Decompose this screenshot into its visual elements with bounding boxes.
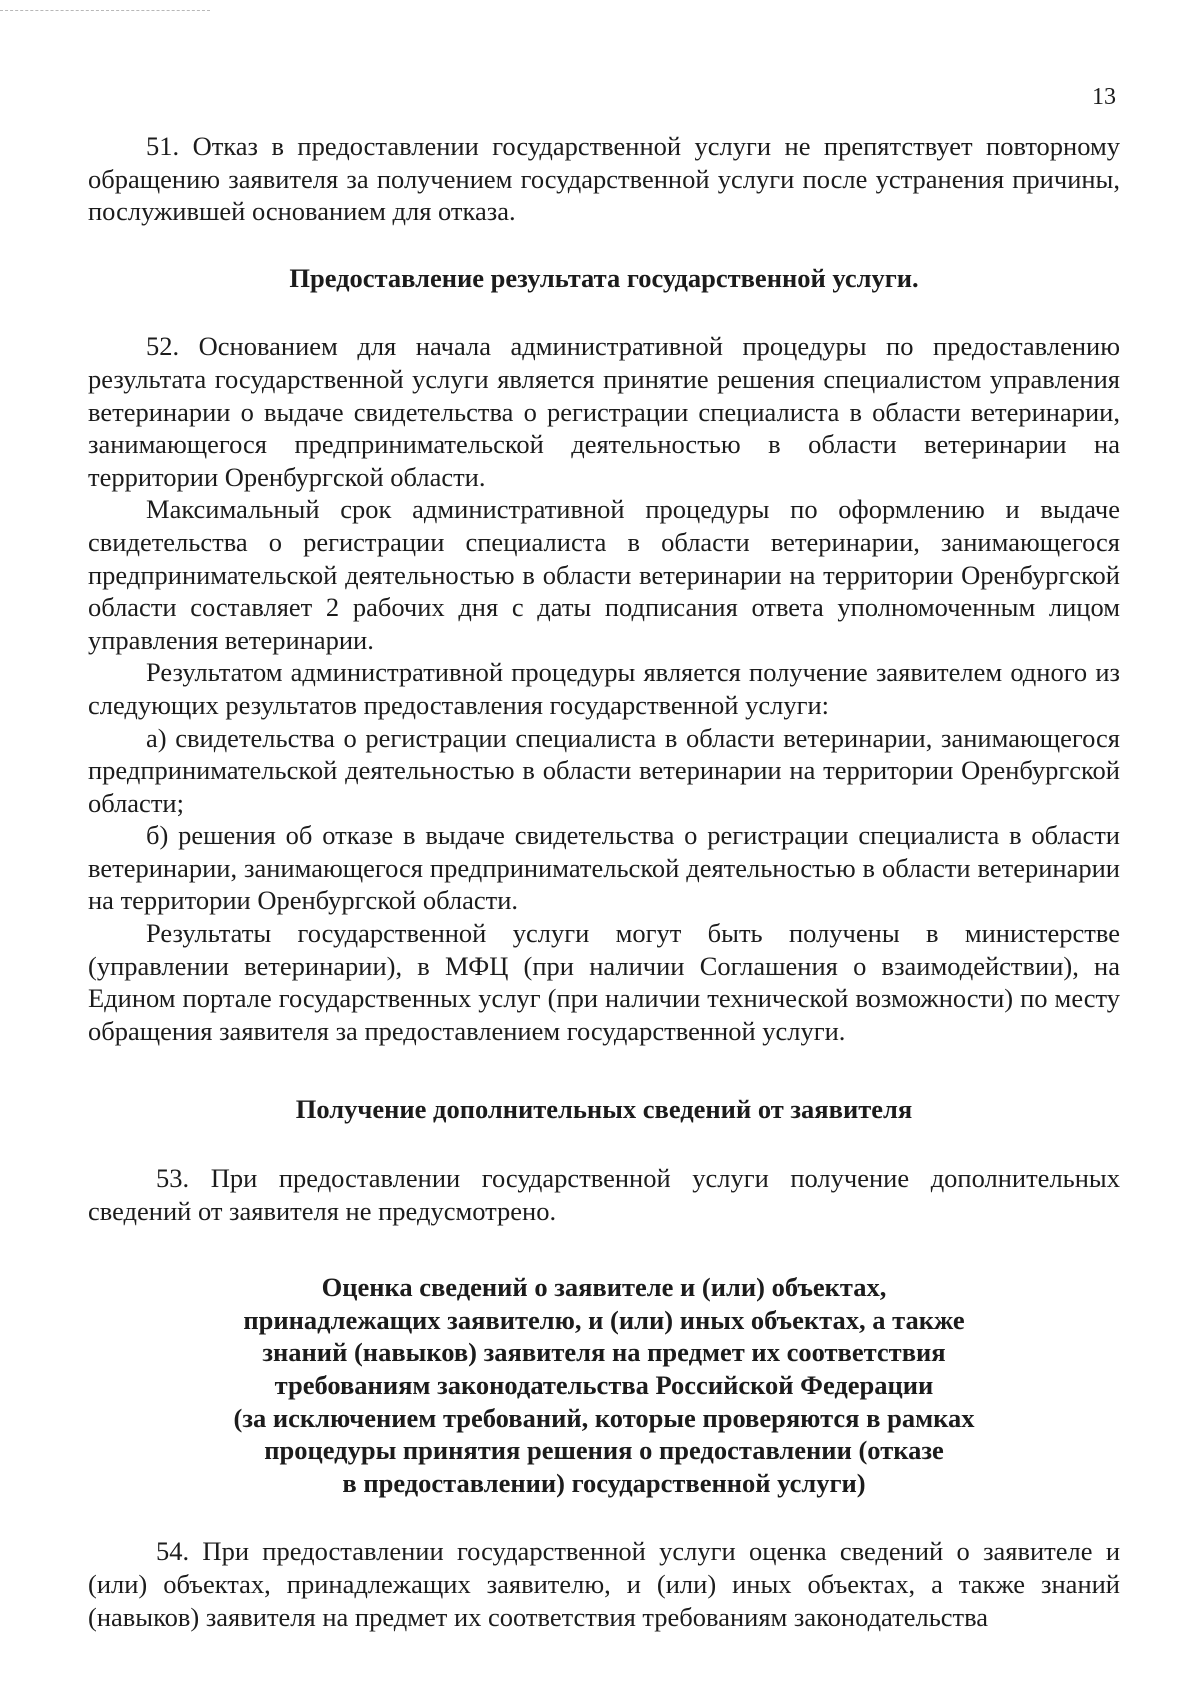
heading-line: знаний (навыков) заявителя на предмет их соответствия (262, 1337, 946, 1368)
section-heading-result: Предоставление результата государственной услуги. (289, 262, 919, 293)
page-number: 13 (1092, 84, 1116, 110)
heading-line: принадлежащих заявителю, и (или) иных объектах, а также (243, 1304, 965, 1335)
heading-line: в предоставлении) государственной услуги) (342, 1467, 866, 1498)
paragraph-53: 53. При предоставлении государственной услуги получение дополнительных сведений от заявителя не предусмотрено. (88, 1163, 1120, 1226)
section-heading-additional-info: Получение дополнительных сведений от заявителя (295, 1094, 913, 1125)
section-heading-assessment (88, 1271, 1120, 1499)
paragraph-max-term: Максимальный срок административной процедуры по оформлению и выдаче свидетельства о регистрации специалиста в области ветеринарии, занимающегося предпринимательской деятельностью в области ветеринарии на территории Оренбургской области составляет 2 рабочих дня с даты подписания ответа уполномоченным лицом управления ветеринарии. (88, 494, 1120, 655)
heading-line: требованиям законодательства Российской Федерации (274, 1370, 934, 1400)
document-body (88, 130, 1120, 1633)
paragraph-51: 51. Отказ в предоставлении государственной услуги не препятствует повторному обращению заявителя за получением государственной услуги после устранения причины, послужившей основанием для отказа. (88, 131, 1120, 227)
list-item-b: б) решения об отказе в выдаче свидетельства о регистрации специалиста в области ветеринарии, занимающегося предпринимательской деятельностью в области ветеринарии на территории Оренбургской области. (88, 820, 1120, 916)
paragraph-52: 52. Основанием для начала административной процедуры по предоставлению результата государственной услуги является принятие решения специалистом управления ветеринарии о выдаче свидетельства о регистрации специалиста в области ветеринарии, занимающегося предпринимательской деятельностью в области ветеринарии на территории Оренбургской области. (88, 331, 1120, 492)
scan-artifact-line (0, 10, 210, 11)
heading-line: Оценка сведений о заявителе и (или) объектах, (321, 1272, 887, 1303)
heading-line: процедуры принятия решения о предоставлении (отказе (264, 1435, 944, 1466)
heading-line: (за исключением требований, которые проверяются в рамках (233, 1402, 975, 1433)
list-item-a: а) свидетельства о регистрации специалиста в области ветеринарии, занимающегося предпринимательской деятельностью в области ветеринарии на территории Оренбургской области; (88, 722, 1120, 818)
paragraph-procedure-result: Результатом административной процедуры является получение заявителем одного из следующих результатов предоставления государственной услуги: (88, 657, 1120, 720)
paragraph-results-receipt: Результаты государственной услуги могут быть получены в министерстве (управлении ветеринарии), в МФЦ (при наличии Соглашения о взаимодействии), на Едином портале государственных услуг (при наличии технической возможности) по месту обращения заявителя за предоставлением государственной услуги. (88, 918, 1120, 1046)
paragraph-54: 54. При предоставлении государственной услуги оценка сведений о заявителе и (или) объектах, принадлежащих заявителю, и (или) иных объектах, а также знаний (навыков) заявителя на предмет их соответствия требованиям законодательства (88, 1536, 1120, 1632)
